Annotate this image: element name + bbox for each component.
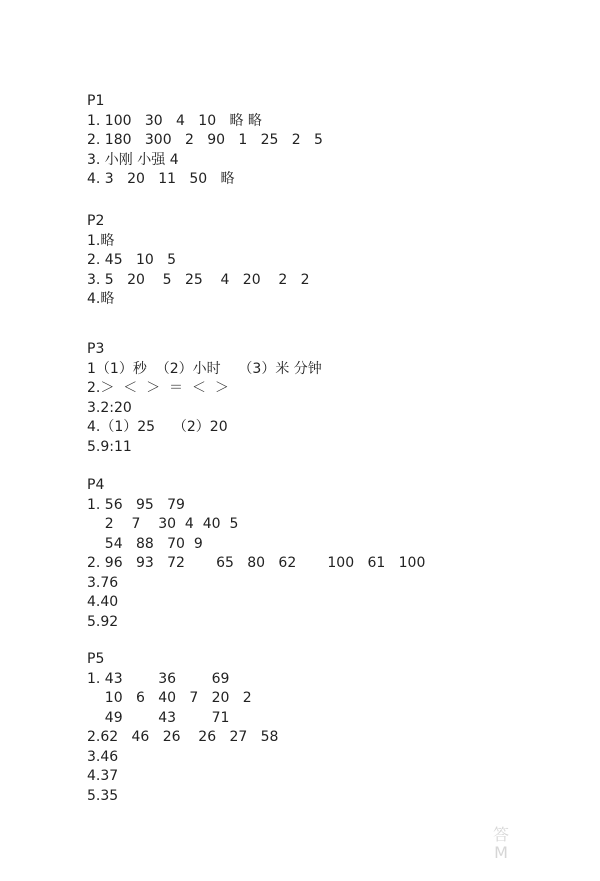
answer-line: 1. 100 30 4 10 略 略 bbox=[87, 112, 262, 129]
answer-line: 5.92 bbox=[87, 613, 119, 630]
answer-line: 1.略 bbox=[87, 232, 115, 249]
answer-line: 3.46 bbox=[87, 748, 119, 765]
watermark-text-top: 答 bbox=[492, 825, 509, 844]
answer-line: 4.略 bbox=[87, 291, 115, 307]
answer-line: 1. 56 95 79 bbox=[87, 496, 185, 513]
answer-line: 5.9:11 bbox=[87, 438, 132, 455]
answer-line: 2.＞ ＜ ＞ ＝ ＜ ＞ bbox=[87, 380, 229, 396]
section-p1 bbox=[87, 92, 323, 190]
section-p4 bbox=[87, 476, 425, 632]
section-title: P3 bbox=[87, 341, 105, 357]
section-title: P2 bbox=[87, 213, 105, 229]
answer-line: 3.76 bbox=[87, 574, 119, 591]
watermark-text-bottom: M bbox=[494, 843, 508, 862]
answer-line: 54 88 70 9 bbox=[87, 535, 203, 552]
answer-line: 1（1）秒 （2）小时 （3）米 分钟 bbox=[87, 360, 322, 377]
section-p3 bbox=[87, 340, 322, 457]
answer-line: 5.35 bbox=[87, 787, 119, 804]
answer-line: 4.37 bbox=[87, 768, 119, 784]
section-p2 bbox=[87, 212, 310, 310]
answer-line: 4.40 bbox=[87, 594, 119, 610]
answer-line: 3. 小刚 小强 4 bbox=[87, 151, 179, 168]
answer-line: 3. 5 20 5 25 4 20 2 2 bbox=[87, 271, 310, 288]
answer-line: 2.62 46 26 26 27 58 bbox=[87, 729, 279, 745]
section-title: P1 bbox=[87, 93, 105, 109]
answer-line: 2. 180 300 2 90 1 25 2 5 bbox=[87, 132, 323, 148]
watermark-logo bbox=[492, 826, 510, 862]
answer-line: 49 43 71 bbox=[87, 709, 230, 726]
answer-line: 4. 3 20 11 50 略 bbox=[87, 171, 235, 187]
section-p5 bbox=[87, 650, 278, 806]
answer-line: 1. 43 36 69 bbox=[87, 670, 230, 687]
section-title: P4 bbox=[87, 477, 105, 493]
answer-line: 10 6 40 7 20 2 bbox=[87, 690, 252, 706]
section-title: P5 bbox=[87, 651, 105, 667]
answer-line: 3.2:20 bbox=[87, 399, 132, 416]
answer-line: 2. 45 10 5 bbox=[87, 252, 177, 268]
answer-line: 2 7 30 4 40 5 bbox=[87, 516, 239, 532]
answer-line: 2. 96 93 72 65 80 62 100 61 100 bbox=[87, 555, 426, 571]
answer-line: 4.（1）25 （2）20 bbox=[87, 419, 228, 435]
